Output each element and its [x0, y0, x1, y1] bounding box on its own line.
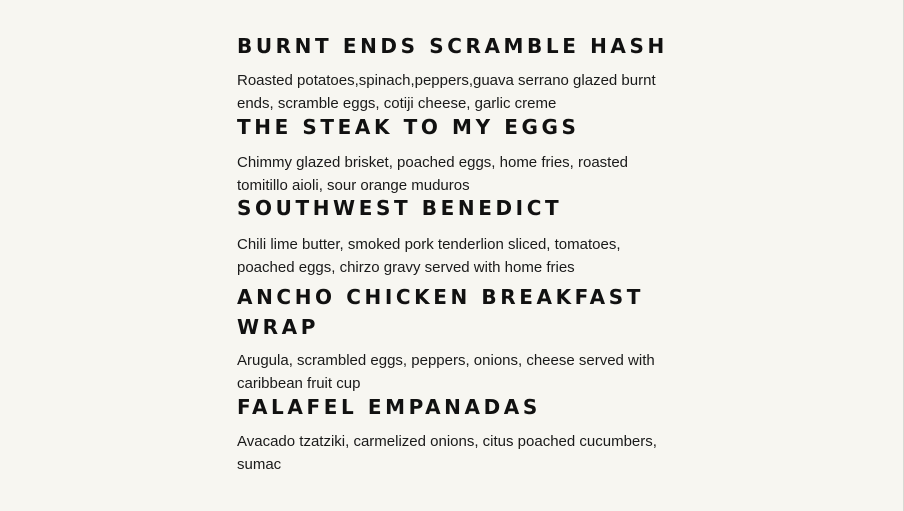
menu-item-burnt-ends-scramble-hash — [237, 31, 668, 115]
menu-item-title: SOUTHWEST BENEDICT — [237, 196, 563, 220]
menu-item-description: Avacado tzatziki, carmelized onions, citus poached cucumbers, sumac — [237, 433, 657, 473]
menu-item-the-steak-to-my-eggs — [237, 112, 657, 197]
menu-item-title: BURNT ENDS SCRAMBLE HASH — [237, 34, 668, 58]
menu-item-description: Chili lime butter, smoked pork tenderlion sliced, tomatoes, poached eggs, chirzo gravy served with home fries — [237, 236, 621, 276]
menu-item-description: Chimmy glazed brisket, poached eggs, home fries, roasted tomitillo aioli, sour orange muduros — [237, 154, 629, 194]
menu-item-description: Arugula, scrambled eggs, peppers, onions, cheese served with caribbean fruit cup — [237, 352, 655, 392]
menu-item-title: THE STEAK TO MY EGGS — [237, 115, 580, 139]
menu-item-falafel-empanadas — [237, 392, 657, 476]
menu-item-southwest-benedict — [237, 193, 657, 279]
menu-item-ancho-chicken-breakfast-wrap — [237, 282, 657, 395]
menu-item-description: Roasted potatoes,spinach,peppers,guava serrano glazed burnt ends, scramble eggs, cotiji cheese, garlic creme — [237, 72, 656, 112]
menu-item-title: FALAFEL EMPANADAS — [237, 395, 541, 419]
menu-item-title: ANCHO CHICKEN BREAKFAST WRAP — [237, 285, 644, 339]
